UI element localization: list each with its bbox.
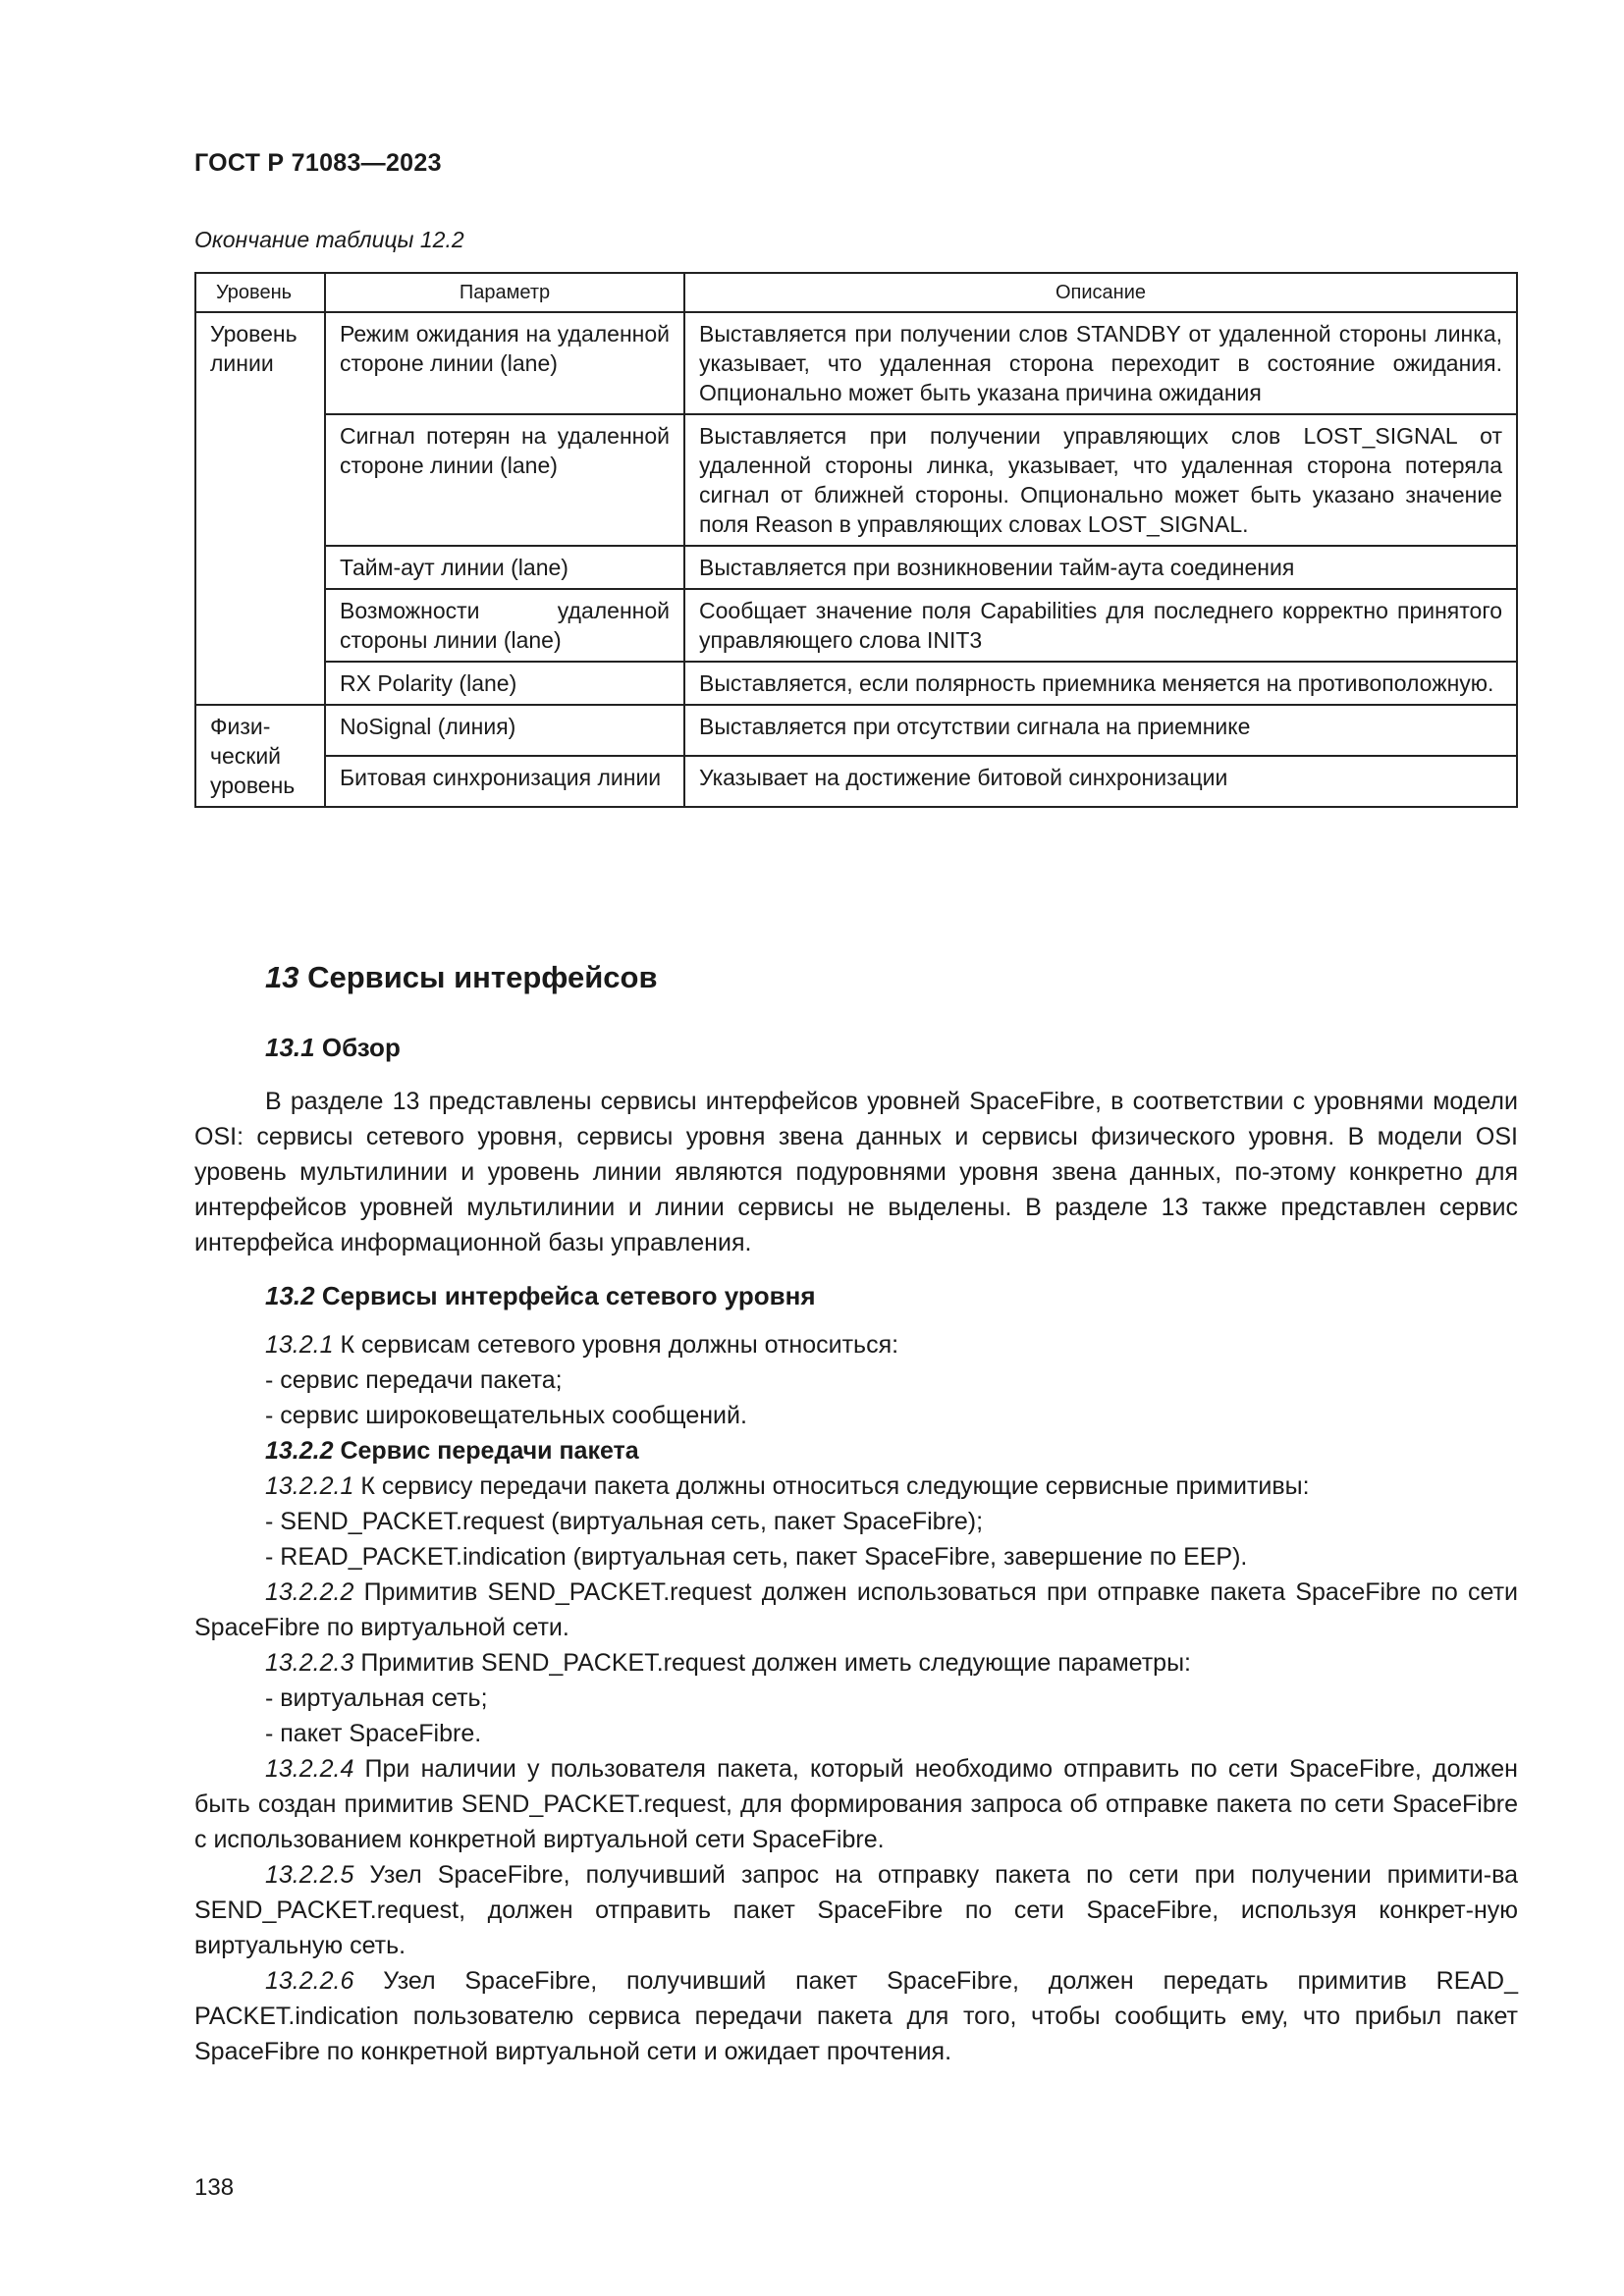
subsection-heading-13-2 bbox=[194, 1278, 1518, 1313]
clause-number: 13.2.1 bbox=[265, 1331, 334, 1359]
paragraph bbox=[194, 1575, 1518, 1645]
paragraph bbox=[194, 1857, 1518, 1963]
parameter-cell: NoSignal (линия) bbox=[325, 705, 684, 756]
paragraph bbox=[194, 1751, 1518, 1857]
subsection-number: 13.2.2 bbox=[265, 1437, 334, 1465]
table-row bbox=[195, 414, 1517, 546]
clause-number: 13.2.2.6 bbox=[265, 1967, 354, 1995]
level-cell: Физи-ческий уровень bbox=[195, 705, 325, 807]
section-title: Сервисы интерфейсов bbox=[307, 960, 658, 994]
clause-text: Узел SpaceFibre, получивший пакет SpaceFibre, должен передать примитив READ_ PACKET.indication пользователю сервиса передачи пакета для того, чтобы сообщить ему, что прибыл пакет SpaceFibre по конкретной виртуальной сети и ожидает прочтения. bbox=[194, 1967, 1518, 2065]
column-header-level: Уровень bbox=[195, 273, 325, 312]
list-item: - READ_PACKET.indication (виртуальная сеть, пакет SpaceFibre, завершение по EEP). bbox=[265, 1543, 1248, 1571]
subsection-heading-13-2-2 bbox=[194, 1433, 1518, 1468]
column-header-parameter: Параметр bbox=[325, 273, 684, 312]
clause-text: Примитив SEND_PACKET.request должен иметь следующие параметры: bbox=[360, 1649, 1191, 1677]
paragraph bbox=[194, 1327, 1518, 1362]
clause-number: 13.2.2.5 bbox=[265, 1861, 354, 1889]
clause-number: 13.2.2.4 bbox=[265, 1755, 354, 1783]
table-row bbox=[195, 662, 1517, 705]
subsection-number: 13.2 bbox=[265, 1281, 315, 1310]
clause-number: 13.2.2.3 bbox=[265, 1649, 354, 1677]
table-caption: Окончание таблицы 12.2 bbox=[194, 227, 464, 252]
parameter-cell: Возможности удаленной стороны линии (lane) bbox=[325, 589, 684, 662]
parameter-cell: Сигнал потерян на удаленной стороне линии (lane) bbox=[325, 414, 684, 546]
paragraph bbox=[194, 1645, 1518, 1681]
column-header-description: Описание bbox=[684, 273, 1517, 312]
paragraph bbox=[194, 1963, 1518, 2069]
paragraph: В разделе 13 представлены сервисы интерфейсов уровней SpaceFibre, в соответствии с уровнями модели OSI: сервисы сетевого уровня, сервисы уровня звена данных и сервисы физического уровня. В модели OSI уровень мультилинии и уровень линии являются подуровнями уровня звена данных, по-этому конкретно для интерфейсов уровней мультилинии и линии сервисы не выделены. В разделе 13 также представлен сервис интерфейса информационной базы управления. bbox=[194, 1088, 1518, 1256]
subsection-title: Сервисы интерфейса сетевого уровня bbox=[321, 1281, 816, 1310]
parameters-table bbox=[194, 272, 1518, 808]
table-header-row bbox=[195, 273, 1517, 312]
paragraph bbox=[194, 1468, 1518, 1504]
description-cell: Выставляется при отсутствии сигнала на приемнике bbox=[684, 705, 1517, 756]
description-cell: Выставляется при получении управляющих слов LOST_SIGNAL от удаленной стороны линка, указывает, что удаленная сторона потеряла сигнал от ближней стороны. Опционально может быть указано значение поля Reason в управляющих словах LOST_SIGNAL. bbox=[684, 414, 1517, 546]
list-item: - виртуальная сеть; bbox=[265, 1684, 488, 1712]
list-item: - пакет SpaceFibre. bbox=[265, 1720, 482, 1747]
clause-text: К сервисам сетевого уровня должны относиться: bbox=[340, 1331, 899, 1359]
clause-text: К сервису передачи пакета должны относиться следующие сервисные примитивы: bbox=[360, 1472, 1310, 1500]
subsection-title: Обзор bbox=[321, 1033, 401, 1062]
section-heading bbox=[265, 960, 658, 995]
subsection-heading-13-1 bbox=[265, 1033, 401, 1063]
clause-number: 13.2.2.1 bbox=[265, 1472, 354, 1500]
table-row bbox=[195, 705, 1517, 756]
table-row bbox=[195, 756, 1517, 807]
table-row bbox=[195, 589, 1517, 662]
clause-text: При наличии у пользователя пакета, который необходимо отправить по сети SpaceFibre, должен быть создан примитив SEND_PACKET.request, для формирования запроса об отправке пакета по сети SpaceFibre с использованием конкретной виртуальной сети SpaceFibre. bbox=[194, 1755, 1518, 1853]
overview-text bbox=[194, 1084, 1518, 1260]
clause-number: 13.2.2.2 bbox=[265, 1578, 354, 1606]
description-cell: Выставляется, если полярность приемника меняется на противоположную. bbox=[684, 662, 1517, 705]
description-cell: Сообщает значение поля Capabilities для последнего корректно принятого управляющего слова INIT3 bbox=[684, 589, 1517, 662]
parameter-cell: Режим ожидания на удаленной стороне линии (lane) bbox=[325, 312, 684, 414]
clause-text: Примитив SEND_PACKET.request должен использоваться при отправке пакета SpaceFibre по сети SpaceFibre по виртуальной сети. bbox=[194, 1578, 1519, 1641]
subsection-number: 13.1 bbox=[265, 1033, 315, 1062]
page-number: 138 bbox=[194, 2174, 235, 2201]
network-services-section bbox=[194, 1278, 1518, 2069]
subsection-title: Сервис передачи пакета bbox=[340, 1437, 639, 1465]
description-cell: Выставляется при получении слов STANDBY от удаленной стороны линка, указывает, что удаленная сторона переходит в состояние ожидания. Опционально может быть указана причина ожидания bbox=[684, 312, 1517, 414]
parameter-cell: Тайм-аут линии (lane) bbox=[325, 546, 684, 589]
document-header: ГОСТ Р 71083—2023 bbox=[194, 149, 442, 177]
list-item: - SEND_PACKET.request (виртуальная сеть, пакет SpaceFibre); bbox=[265, 1508, 984, 1535]
description-cell: Выставляется при возникновении тайм-аута соединения bbox=[684, 546, 1517, 589]
table-row bbox=[195, 546, 1517, 589]
list-item: - сервис широковещательных сообщений. bbox=[265, 1402, 747, 1429]
table-row bbox=[195, 312, 1517, 414]
parameter-cell: RX Polarity (lane) bbox=[325, 662, 684, 705]
section-number: 13 bbox=[265, 960, 299, 994]
list-item: - сервис передачи пакета; bbox=[265, 1366, 563, 1394]
clause-text: Узел SpaceFibre, получивший запрос на отправку пакета по сети при получении примити-ва SEND_PACKET.request, должен отправить пакет SpaceFibre по сети SpaceFibre, используя конкрет-ную виртуальную сеть. bbox=[194, 1861, 1518, 1959]
parameter-cell: Битовая синхронизация линии bbox=[325, 756, 684, 807]
description-cell: Указывает на достижение битовой синхронизации bbox=[684, 756, 1517, 807]
level-cell: Уровень линии bbox=[195, 312, 325, 705]
